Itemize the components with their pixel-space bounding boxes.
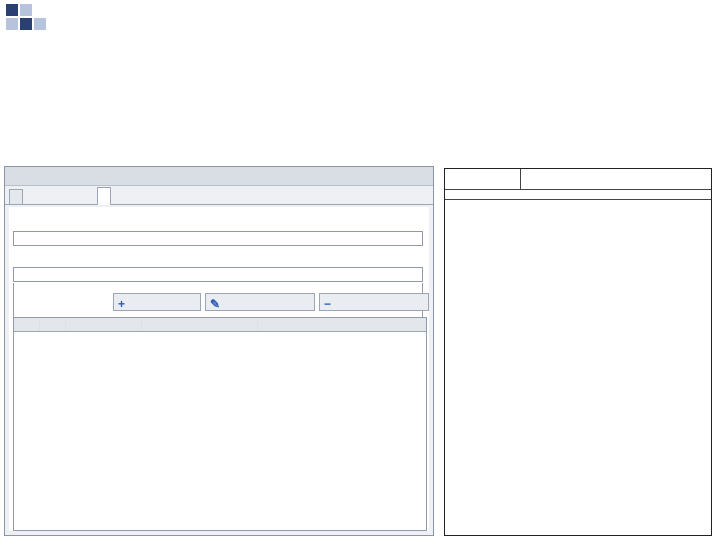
fragment-section-row xyxy=(445,189,711,200)
editor-body xyxy=(9,207,429,531)
minus-icon: − xyxy=(324,297,332,311)
delete-field-button[interactable] xyxy=(319,293,429,311)
field-toolbar xyxy=(13,293,423,311)
tab-table-structure[interactable] xyxy=(97,187,111,205)
plus-icon: + xyxy=(118,297,126,311)
grid-header xyxy=(14,318,426,332)
edit-field-button[interactable] xyxy=(205,293,315,311)
fields-grid xyxy=(13,317,427,531)
col-pk[interactable] xyxy=(14,318,40,331)
col-field-name[interactable] xyxy=(66,318,142,331)
add-field-button[interactable] xyxy=(113,293,201,311)
col-description[interactable] xyxy=(258,318,418,331)
edit-icon: ✎ xyxy=(210,297,221,311)
decorative-squares xyxy=(0,0,60,40)
fragment-table xyxy=(444,168,712,536)
editor-tabs xyxy=(5,186,433,205)
window-titlebar xyxy=(5,167,433,186)
table-desc-input[interactable] xyxy=(13,267,423,282)
table-name-input[interactable] xyxy=(13,231,423,246)
tab-main-params[interactable] xyxy=(9,189,23,204)
object-editor-window xyxy=(4,166,434,536)
fragment-header-right xyxy=(523,169,709,189)
col-type[interactable] xyxy=(142,318,258,331)
col-fk[interactable] xyxy=(40,318,66,331)
fragment-header-row xyxy=(445,169,711,190)
fragment-header-left xyxy=(445,169,521,189)
